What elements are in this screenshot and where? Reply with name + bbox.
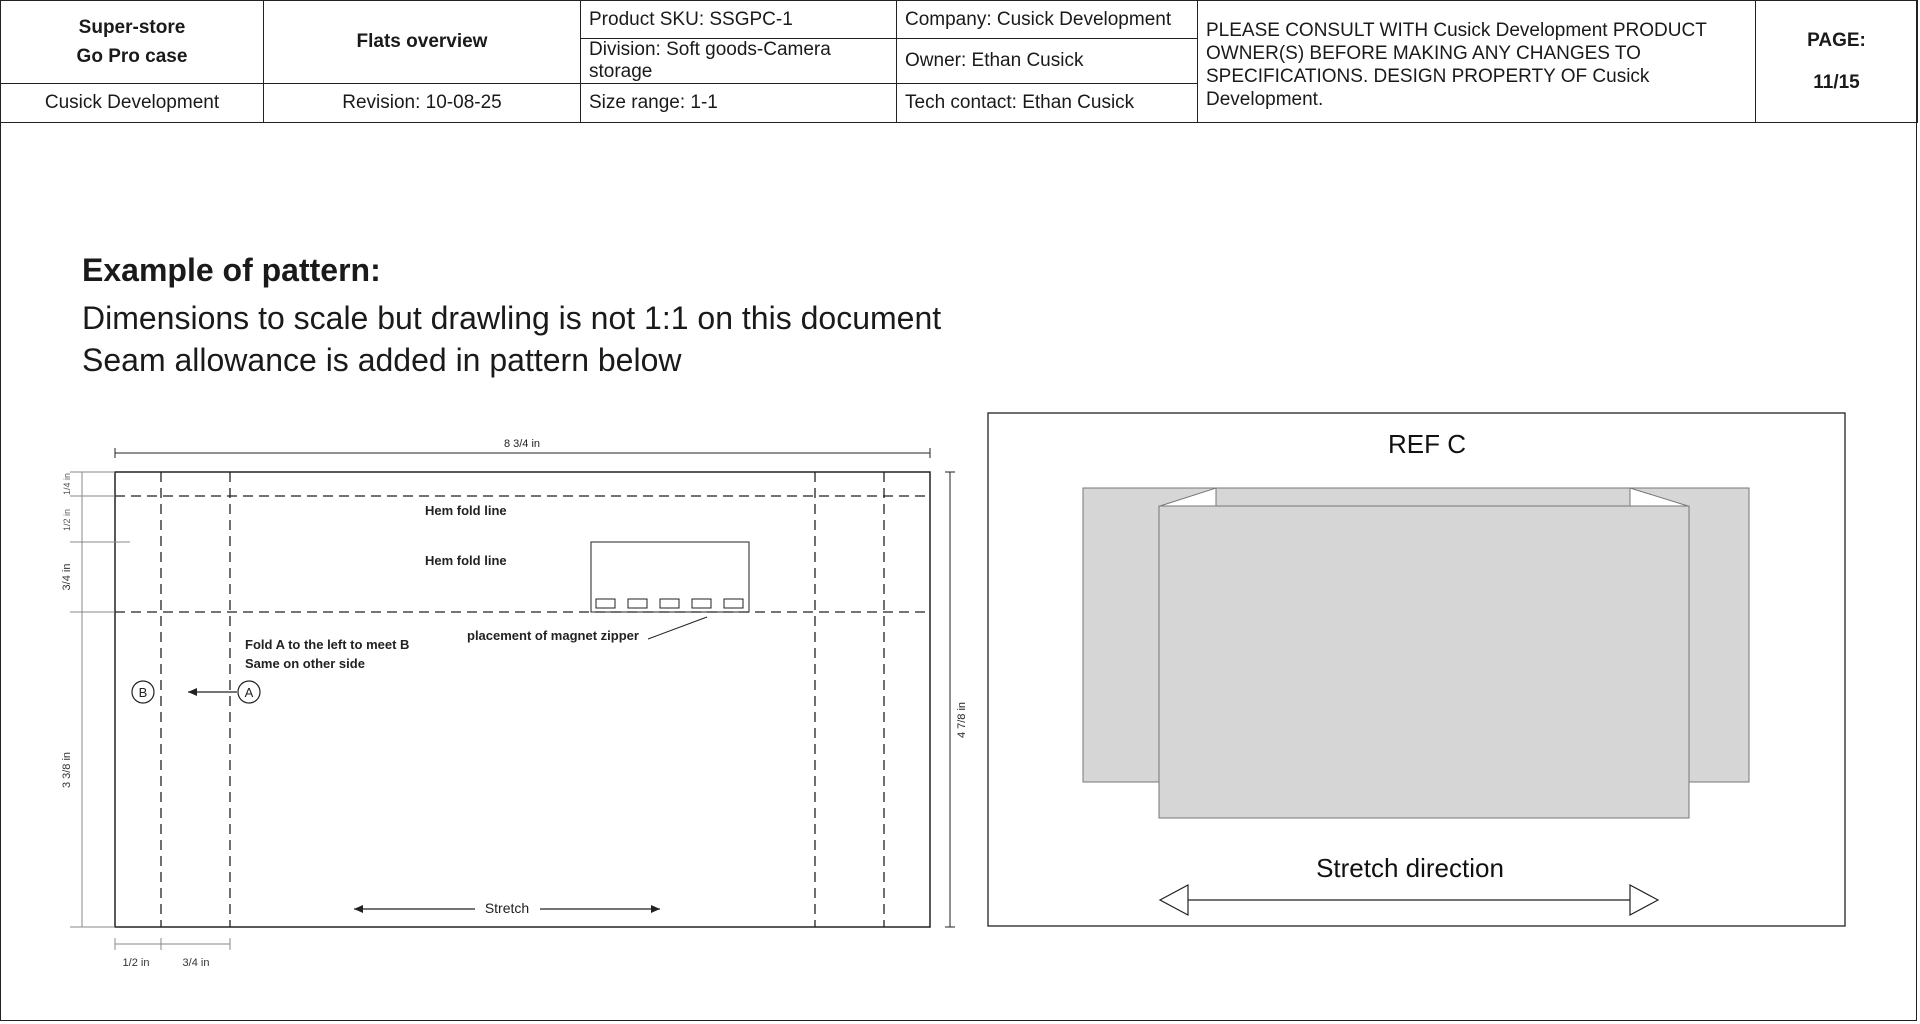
division-field: Division: Soft goods-Camera storage (581, 39, 897, 84)
dim-three-quarter-label: 3/4 in (61, 563, 73, 591)
owner-field: Owner: Ethan Cusick (897, 39, 1198, 84)
dim-quarter-label: 1/4 in (62, 472, 72, 496)
dim-three-three-eighths-label: 3 3/8 in (61, 751, 73, 789)
width-dimension-label: 8 3/4 in (503, 438, 541, 450)
magnet-slots (596, 599, 743, 608)
height-dimension-label: 4 7/8 in (956, 701, 968, 739)
stretch-direction-label: Stretch direction (1316, 853, 1504, 883)
fold-note-1: Fold A to the left to meet B (245, 637, 410, 652)
zipper-placement-label: placement of magnet zipper (467, 628, 639, 643)
product-name-line1: Super-store (78, 17, 186, 38)
fold-note-2: Same on other side (245, 656, 365, 671)
pattern-outline (115, 472, 930, 927)
document-title: Flats overview (264, 1, 581, 84)
ownership-notice: PLEASE CONSULT WITH Cusick Development PRODUCT OWNER(S) BEFORE MAKING ANY CHANGES TO SPECIFICATIONS. DESIGN PROPERTY OF Cusick Development. (1198, 1, 1756, 123)
left-dimension-lines (70, 472, 130, 927)
hem-fold-label-2: Hem fold line (425, 553, 507, 568)
company-short: Cusick Development (1, 84, 264, 123)
intro-line-scale: Dimensions to scale but drawling is not 1:1 on this document (82, 300, 942, 336)
ref-front-panel (1159, 506, 1689, 818)
bottom-dim-half-label: 1/2 in (122, 957, 150, 969)
page-label: PAGE: (1807, 29, 1866, 51)
dim-half-label: 1/2 in (62, 508, 72, 532)
product-name-line2: Go Pro case (76, 46, 188, 67)
page-number: 11/15 (1813, 71, 1860, 93)
product-sku: Product SKU: SSGPC-1 (581, 1, 897, 39)
intro-heading: Example of pattern: (82, 252, 381, 288)
bottom-dim-three-quarter-label: 3/4 in (182, 957, 210, 969)
stretch-direction-head-right (1630, 885, 1658, 915)
marker-b-label: B (138, 685, 148, 700)
stretch-direction-head-left (1160, 885, 1188, 915)
ref-c-title: REF C (1388, 429, 1466, 459)
tech-contact-field: Tech contact: Ethan Cusick (897, 84, 1198, 123)
size-range-field: Size range: 1-1 (581, 84, 897, 123)
bottom-dimension-lines (115, 938, 230, 950)
marker-a-label: A (244, 685, 254, 700)
stretch-label: Stretch (484, 900, 530, 916)
intro-line-seam: Seam allowance is added in pattern below (82, 342, 682, 378)
company-field: Company: Cusick Development (897, 1, 1198, 39)
revision-field: Revision: 10-08-25 (264, 84, 581, 123)
hem-fold-label-1: Hem fold line (425, 503, 507, 518)
zipper-leader-line (648, 617, 707, 639)
